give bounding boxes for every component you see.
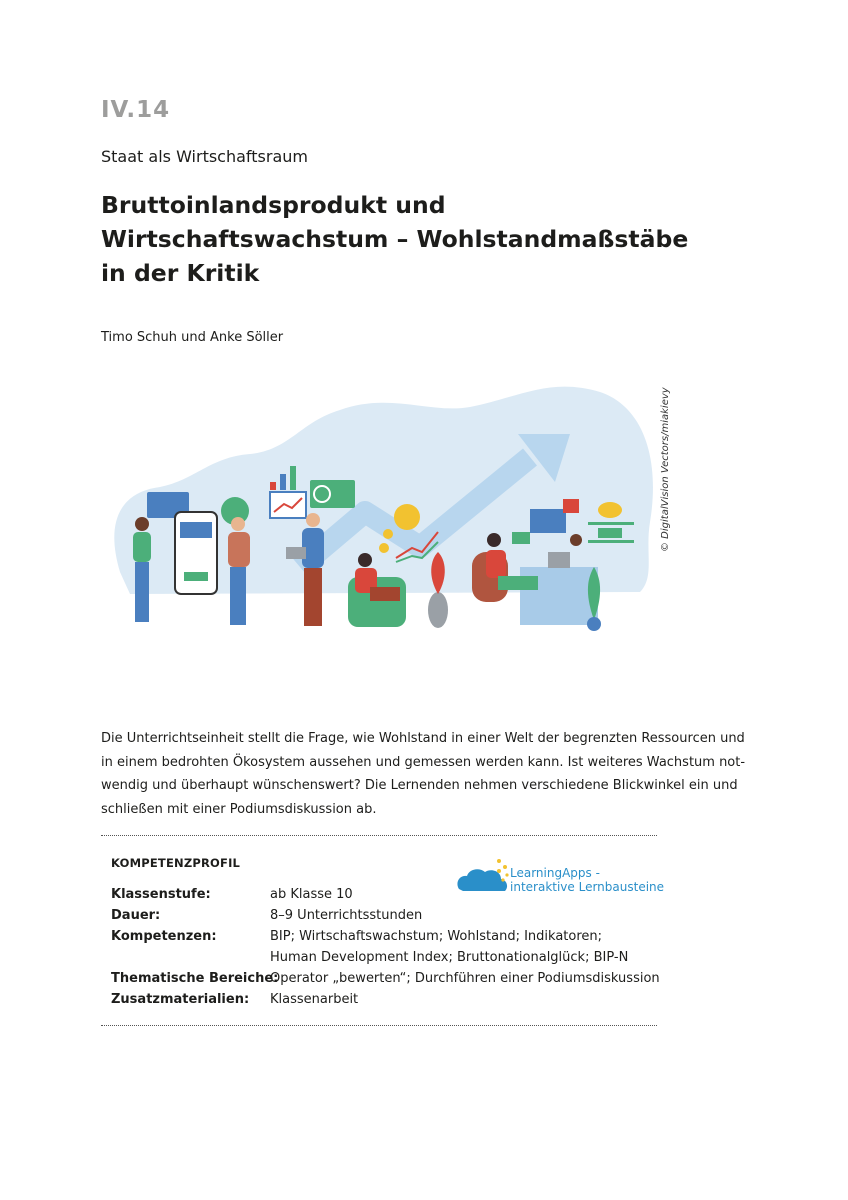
page-title [101, 188, 689, 290]
red-card [563, 499, 579, 513]
plant-pot [587, 617, 601, 631]
unit-number: IV.14 [101, 97, 171, 123]
section-title: Staat als Wirtschaftsraum [101, 147, 308, 166]
value-klassenstufe: ab Klasse 10 [270, 887, 353, 902]
money-icon [598, 528, 622, 538]
divider-bottom [101, 1025, 657, 1026]
person-head [570, 534, 582, 546]
shelf [588, 540, 634, 543]
intro-line: schließen mit einer Podiumsdiskussion ab. [101, 801, 377, 817]
label-kompetenzen: Kompetenzen: [111, 929, 217, 944]
piggy-bank-icon [598, 502, 622, 518]
intro-line: wendig und überhaupt wünschenswert? Die Lernenden nehmen verschiedene Blickwinkel ein und [101, 778, 738, 793]
learningapps-text [510, 866, 664, 894]
person-head [231, 517, 245, 531]
value-dauer: 8–9 Unterrichtsstunden [270, 908, 423, 923]
logo-line-2: interaktive Lernbausteine [510, 880, 665, 894]
value-thematische-bereiche: Operator „bewerten“; Durchführen einer Podiumsdiskussion [270, 971, 660, 986]
person-legs [370, 587, 400, 601]
logo-dot [503, 865, 507, 869]
intro-text [101, 727, 746, 821]
label-thematische-bereiche: Thematische Bereiche: [111, 971, 279, 986]
intro-line: in einem bedrohten Ökosystem aussehen und gemessen werden kann. Ist weiteres Wachstum not- [101, 754, 746, 770]
value-zusatzmaterialien: Klassenarbeit [270, 992, 359, 1007]
person-body [486, 550, 506, 578]
logo-line-1: LearningApps - [510, 866, 600, 880]
label-zusatzmaterialien: Zusatzmaterialien: [111, 992, 250, 1007]
person-head [487, 533, 501, 547]
value-kompetenzen-cont: Human Development Index; Bruttonationalglück; BIP-N [270, 950, 629, 965]
person-head [306, 513, 320, 527]
bar-chart-bar [270, 482, 276, 490]
bar-chart-bar [290, 466, 296, 490]
logo-dot [497, 869, 501, 873]
desk [520, 567, 598, 625]
person-legs [304, 568, 322, 626]
intro-line: Die Unterrichtseinheit stellt die Frage, wie Wohlstand in einer Welt der begrenzten Ressourcen und [101, 731, 745, 746]
monitor [548, 552, 570, 568]
kompetenzprofil-heading: KOMPETENZPROFIL [111, 856, 241, 870]
label-dauer: Dauer: [111, 908, 161, 923]
shelf [588, 522, 634, 525]
label-klassenstufe: Klassenstufe: [111, 887, 211, 902]
logo-dot [501, 878, 504, 881]
logo-dot [497, 859, 501, 863]
person-body [133, 532, 151, 562]
laptop-icon [286, 547, 306, 559]
title-line-3: in der Kritik [101, 259, 260, 287]
person-body [228, 532, 250, 567]
phone-card [180, 522, 212, 538]
divider-top [101, 835, 657, 836]
coin-icon [394, 504, 420, 530]
person-legs [230, 567, 246, 625]
person-head [135, 517, 149, 531]
credit-card-icon [512, 532, 530, 544]
person-head [358, 553, 372, 567]
title-line-2: Wirtschaftswachstum – Wohlstandmaßstäbe [101, 225, 689, 253]
person-legs [135, 562, 149, 622]
authors: Timo Schuh und Anke Söller [101, 330, 284, 345]
logo-dot [505, 873, 508, 876]
percent-sign-bubble [530, 509, 566, 533]
person-legs [498, 576, 538, 590]
phone-check [184, 572, 208, 581]
value-kompetenzen: BIP; Wirtschaftswachstum; Wohlstand; Indikatoren; [270, 929, 603, 944]
image-credit: © DigitalVision Vectors/miakievy [660, 387, 671, 552]
globe-bubble [310, 480, 355, 508]
vase [428, 592, 448, 628]
coin-icon [383, 529, 393, 539]
bar-chart-bar [280, 474, 286, 490]
coin-icon [379, 543, 389, 553]
title-line-1: Bruttoinlandsprodukt und [101, 191, 446, 219]
economy-illustration [100, 362, 660, 654]
